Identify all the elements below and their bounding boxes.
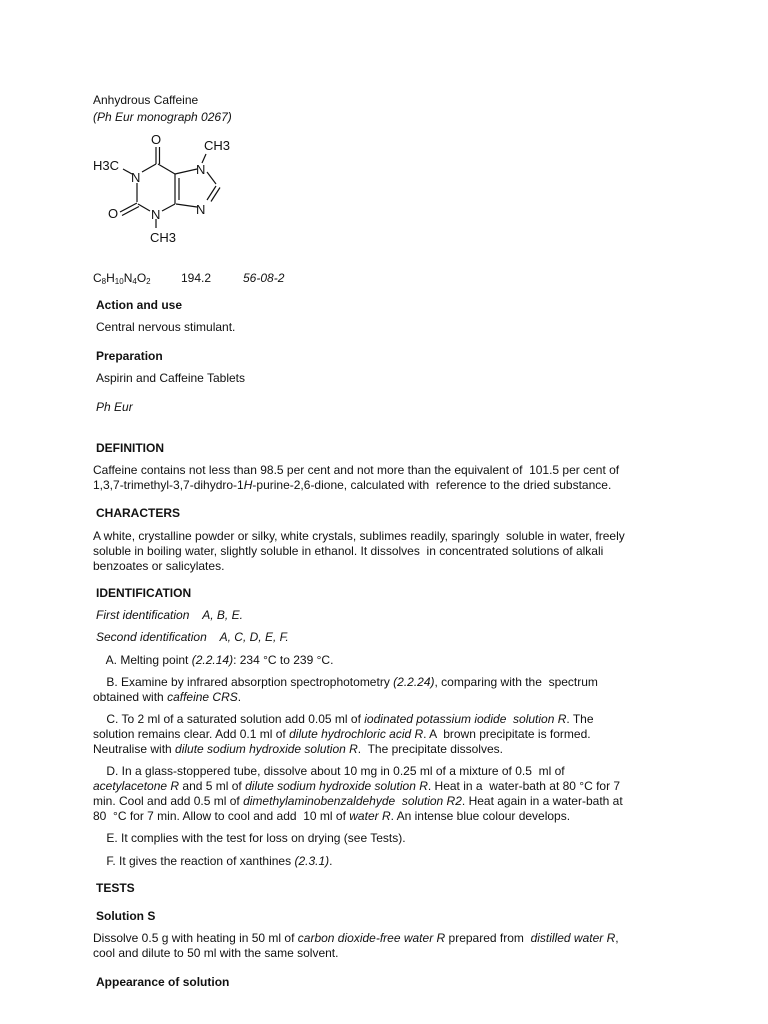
characters-text — [93, 529, 678, 574]
ph-eur-label: Ph Eur — [96, 400, 133, 414]
text-segment: A. Melting point — [93, 653, 192, 667]
atom-methyl-n3: CH3 — [150, 230, 177, 245]
italic-text-segment: dilute sodium hydroxide solution R — [245, 779, 428, 793]
atom-nitrogen-n7: N — [196, 162, 206, 177]
text-segment: 1,3,7-trimethyl-3,7-dihydro-1 — [93, 478, 244, 492]
molecular-weight: 194.2 — [181, 271, 212, 285]
text-line — [93, 653, 678, 668]
italic-text-segment: acetylacetone R — [93, 779, 180, 793]
text-line — [93, 463, 678, 478]
italic-text-segment: dilute hydrochloric acid R — [289, 727, 424, 741]
italic-text-segment: dilute sodium hydroxide solution R — [175, 742, 358, 756]
text-segment: B. Examine by infrared absorption spectrophotometry — [93, 675, 394, 689]
italic-text-segment: carbon dioxide-free water R — [297, 931, 446, 945]
text-segment: and 5 ml of — [179, 779, 246, 793]
text-line — [93, 794, 678, 809]
text-line — [93, 529, 678, 544]
italic-text-segment: water R — [349, 809, 391, 823]
tests-heading: TESTS — [96, 881, 135, 895]
identification-item-a — [93, 653, 678, 668]
text-segment: . The precipitate dissolves. — [357, 742, 503, 756]
text-segment: , — [615, 931, 619, 945]
text-segment: . An intense blue colour develops. — [390, 809, 571, 823]
atom-nitrogen-n9: N — [196, 202, 206, 217]
atom-oxygen-top: O — [151, 132, 162, 147]
text-line — [93, 559, 678, 574]
text-line — [93, 712, 678, 727]
formula-subscript: 4 — [132, 277, 137, 286]
formula-element: C — [93, 271, 102, 285]
text-segment: . — [329, 854, 333, 868]
text-line — [93, 779, 678, 794]
caffeine-structure-diagram — [93, 132, 250, 247]
identification-item-f — [93, 854, 678, 869]
text-segment: obtained with — [93, 690, 168, 704]
text-segment: . Heat in a water-bath at 80 °C for 7 — [427, 779, 621, 793]
text-segment: . — [237, 690, 242, 704]
text-segment: A white, crystalline powder or silky, white crystals, sublimes readily, sparingly soluble in water, freely — [93, 529, 625, 543]
atom-nitrogen-n3: N — [151, 207, 161, 222]
text-segment: benzoates or salicylates. — [93, 559, 225, 573]
first-identification: First identification A, B, E. — [96, 608, 243, 622]
identification-item-e — [93, 831, 678, 846]
text-line — [93, 544, 678, 559]
monograph-reference: (Ph Eur monograph 0267) — [93, 110, 232, 124]
formula-subscript: 8 — [101, 277, 107, 286]
identification-heading: IDENTIFICATION — [96, 586, 192, 600]
text-line — [93, 764, 678, 779]
atom-methyl-n1: H3C — [93, 158, 120, 173]
molecular-formula — [93, 271, 151, 286]
appearance-heading: Appearance of solution — [96, 975, 230, 989]
text-segment: . The — [566, 712, 594, 726]
preparation-heading: Preparation — [96, 349, 163, 363]
italic-text-segment: dimethylaminobenzaldehyde solution R2 — [243, 794, 462, 808]
formula-element: N — [123, 271, 133, 285]
action-heading: Action and use — [96, 298, 183, 312]
solution-s-text — [93, 931, 678, 961]
definition-text — [93, 463, 678, 493]
atom-methyl-n7: CH3 — [204, 138, 231, 153]
italic-text-segment: distilled water R — [530, 931, 616, 945]
monograph-title: Anhydrous Caffeine — [93, 93, 199, 107]
formula-subscript: 2 — [146, 277, 151, 286]
italic-text-segment: (2.2.14) — [191, 653, 234, 667]
text-segment: -purine-2,6-dione, calculated with reference to the dried substance. — [252, 478, 612, 492]
text-segment: . Heat again in a water-bath at — [461, 794, 623, 808]
text-segment: prepared from — [445, 931, 531, 945]
text-line — [93, 675, 678, 690]
text-line — [93, 809, 678, 824]
identification-item-d — [93, 764, 678, 824]
text-line — [93, 931, 678, 946]
characters-heading: CHARACTERS — [96, 506, 180, 520]
action-text: Central nervous stimulant. — [96, 320, 236, 334]
preparation-text: Aspirin and Caffeine Tablets — [96, 371, 245, 385]
text-segment: Neutralise with — [93, 742, 176, 756]
text-line — [93, 854, 678, 869]
second-identification: Second identification A, C, D, E, F. — [96, 630, 289, 644]
formula-subscript: 10 — [114, 277, 124, 286]
definition-heading: DEFINITION — [96, 441, 164, 455]
text-segment: Caffeine contains not less than 98.5 per cent and not more than the equivalent of 101.5 per cent of — [93, 463, 620, 477]
text-segment: F. It gives the reaction of xanthines — [93, 854, 295, 868]
text-segment: solution remains clear. Add 0.1 ml of — [93, 727, 290, 741]
text-line — [93, 946, 678, 961]
text-segment: C. To 2 ml of a saturated solution add 0.05 ml of — [93, 712, 365, 726]
atom-nitrogen-n1: N — [131, 170, 141, 185]
text-segment: min. Cool and add 0.5 ml of — [93, 794, 244, 808]
text-segment: . A brown precipitate is formed. — [423, 727, 591, 741]
text-line — [93, 742, 678, 757]
formula-element: H — [106, 271, 115, 285]
text-segment: 80 °C for 7 min. Allow to cool and add 10 ml of — [93, 809, 350, 823]
text-segment: D. In a glass-stoppered tube, dissolve about 10 mg in 0.25 ml of a mixture of 0.5 ml of — [93, 764, 565, 778]
text-line — [93, 831, 678, 846]
text-line — [93, 727, 678, 742]
text-line — [93, 690, 678, 705]
identification-item-c — [93, 712, 678, 757]
text-segment: , comparing with the spectrum — [434, 675, 598, 689]
identification-item-b — [93, 675, 678, 705]
text-segment: cool and dilute to 50 ml with the same solvent. — [93, 946, 339, 960]
formula-element: O — [136, 271, 147, 285]
cas-number: 56-08-2 — [243, 271, 285, 285]
text-segment: Dissolve 0.5 g with heating in 50 ml of — [93, 931, 298, 945]
italic-text-segment: caffeine CRS — [167, 690, 238, 704]
italic-text-segment: (2.2.24) — [393, 675, 435, 689]
solution-s-heading: Solution S — [96, 909, 156, 923]
italic-text-segment: H — [243, 478, 253, 492]
text-segment: soluble in boiling water, slightly soluble in ethanol. It dissolves in concentrated solutions of alkali — [93, 544, 604, 558]
text-line — [93, 478, 678, 493]
text-segment: E. It complies with the test for loss on drying (see Tests). — [93, 831, 406, 845]
italic-text-segment: iodinated potassium iodide solution R — [364, 712, 567, 726]
atom-oxygen-bottom: O — [108, 206, 119, 221]
italic-text-segment: (2.3.1) — [294, 854, 330, 868]
text-segment: : 234 °C to 239 °C. — [233, 653, 334, 667]
